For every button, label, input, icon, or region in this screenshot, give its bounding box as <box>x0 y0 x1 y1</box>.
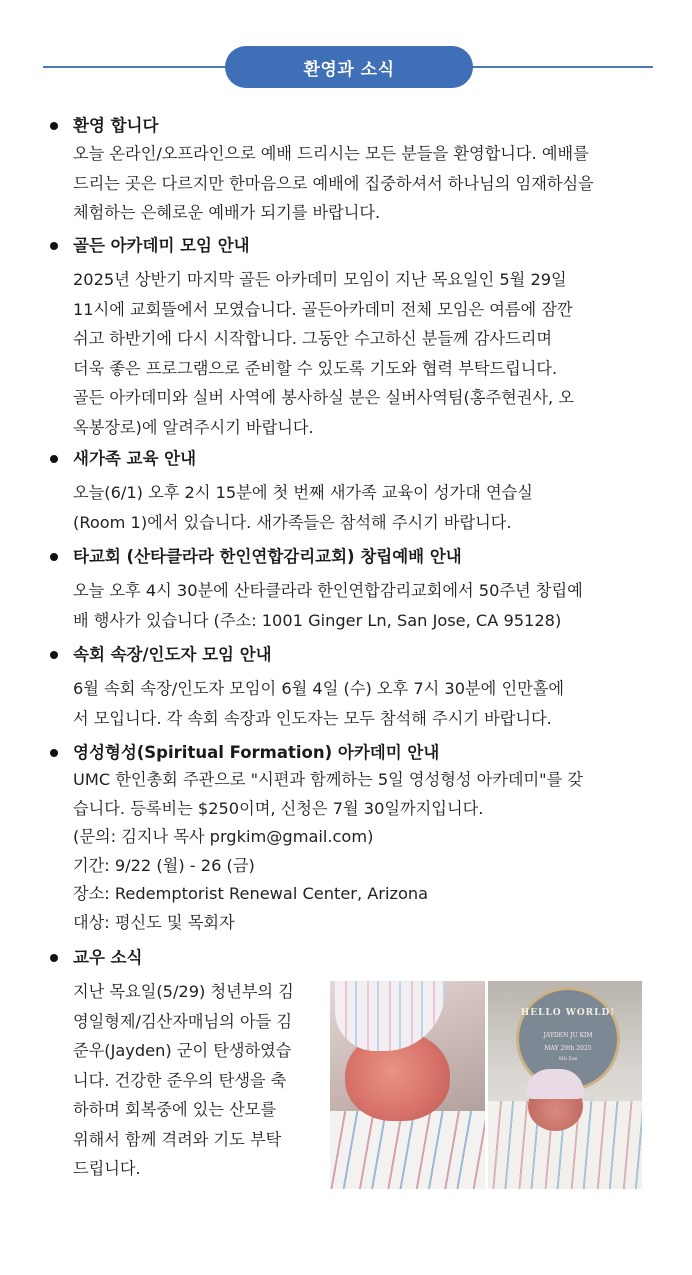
body-line: 체험하는 은혜로운 예배가 되기를 바랍니다. <box>73 203 381 222</box>
section-golden-academy <box>50 233 655 442</box>
section-title: 영성형성(Spiritual Formation) 아카데미 안내 <box>73 743 440 762</box>
body-line: 옥봉장로)에 알려주시기 바랍니다. <box>73 417 314 437</box>
section-spiritual-formation <box>50 740 655 937</box>
bullet-icon <box>50 954 58 962</box>
section-new-family <box>50 446 655 537</box>
body-line: 습니다. 등록비는 $250이며, 신청은 7월 30일까지입니다. <box>73 798 484 818</box>
body-line: 하하며 회복중에 있는 산모를 <box>73 1100 277 1119</box>
body-line: 쉬고 하반기에 다시 시작합니다. 그동안 수고하신 분들께 감사드리며 <box>73 329 553 348</box>
section-class-leaders <box>50 642 655 733</box>
bullet-icon <box>50 651 58 659</box>
section-title: 교우 소식 <box>73 948 143 967</box>
body-line: 지난 목요일(5/29) 청년부의 김 <box>73 982 294 1001</box>
body-line: 영일형제/김산자매님의 아들 김 <box>73 1011 293 1031</box>
body-line: (Room 1)에서 있습니다. 새가족들은 참석해 주시기 바랍니다. <box>73 512 512 532</box>
section-body <box>50 478 655 537</box>
body-line: 위해서 함께 격려와 기도 부탁 <box>73 1129 282 1149</box>
section-title: 속회 속장/인도자 모임 안내 <box>73 645 272 664</box>
baby-photo-closeup <box>330 981 485 1189</box>
body-line: 드립니다. <box>73 1159 141 1178</box>
section-member-news <box>50 945 655 1184</box>
body-line: 준우(Jayden) 군이 탄생하였습 <box>73 1041 292 1060</box>
news-row <box>50 977 655 1184</box>
section-body <box>50 576 655 635</box>
body-line: 오늘 온라인/오프라인으로 예배 드리시는 모든 분들을 환영합니다. 예배를 <box>73 144 589 163</box>
body-line: 서 모입니다. 각 속회 속장과 인도자는 모두 참석해 주시기 바랍니다. <box>73 708 552 728</box>
body-line: 6월 속회 속장/인도자 모임이 6월 4일 (수) 오후 7시 30분에 인만홀에 <box>73 679 564 698</box>
body-line: UMC 한인총회 주관으로 "시편과 함께하는 5일 영성형성 아카데미"를 갖 <box>73 770 584 789</box>
body-line: 더욱 좋은 프로그램으로 준비할 수 있도록 기도와 협력 부탁드립니다. <box>73 358 558 378</box>
body-line: 드리는 곳은 다르지만 한마음으로 예배에 집중하셔서 하나님의 임재하심을 <box>73 173 594 193</box>
header-title: 환영과 소식 <box>225 46 473 88</box>
location-line: 장소: Redemptorist Renewal Center, Arizona <box>73 884 429 903</box>
section-welcome <box>50 113 655 228</box>
body-line: 오늘(6/1) 오후 2시 15분에 첫 번째 새가족 교육이 성가대 연습실 <box>73 483 533 502</box>
body-line: 배 행사가 있습니다 (주소: 1001 Ginger Ln, San Jose, CA 95128) <box>73 610 562 630</box>
audience-line: 대상: 평신도 및 목회자 <box>73 912 235 932</box>
baby-photo-bassinet <box>488 981 642 1189</box>
contact-line: (문의: 김지나 목사 prgkim@gmail.com) <box>73 827 374 846</box>
section-body <box>50 265 655 442</box>
body-line: 니다. 건강한 준우의 탄생을 축 <box>73 1070 287 1090</box>
body-line: 오늘 오후 4시 30분에 산타클라라 한인연합감리교회에서 50주년 창립예 <box>73 581 583 600</box>
section-header <box>0 46 692 88</box>
bullet-icon <box>50 553 58 561</box>
birth-announcement-badge: HELLO WORLD! JAYDEN JU KIM MAY 29th 2025 8lb 5oz <box>516 987 620 1091</box>
section-body <box>50 674 655 733</box>
body-line: 2025년 상반기 마지막 골든 아카데미 모임이 지난 목요일인 5월 29일 <box>73 270 567 289</box>
section-title: 새가족 교육 안내 <box>73 449 197 468</box>
bullet-icon <box>50 455 58 463</box>
section-body <box>50 139 655 228</box>
section-title: 골든 아카데미 모임 안내 <box>73 236 250 255</box>
bullet-icon <box>50 749 58 757</box>
period-line: 기간: 9/22 (월) - 26 (금) <box>73 855 255 875</box>
body-line: 골든 아카데미와 실버 사역에 봉사하실 분은 실버사역팀(홍주현권사, 오 <box>73 388 574 407</box>
section-other-church <box>50 544 655 635</box>
bullet-icon <box>50 242 58 250</box>
section-body <box>50 766 655 937</box>
baby-photos <box>330 981 642 1189</box>
bullet-icon <box>50 122 58 130</box>
body-line: 11시에 교회뜰에서 모였습니다. 골든아카데미 전체 모임은 여름에 잠깐 <box>73 299 573 319</box>
news-body <box>50 977 330 1184</box>
section-title: 환영 합니다 <box>73 116 159 135</box>
section-title: 타교회 (산타클라라 한인연합감리교회) 창립예배 안내 <box>73 547 462 566</box>
